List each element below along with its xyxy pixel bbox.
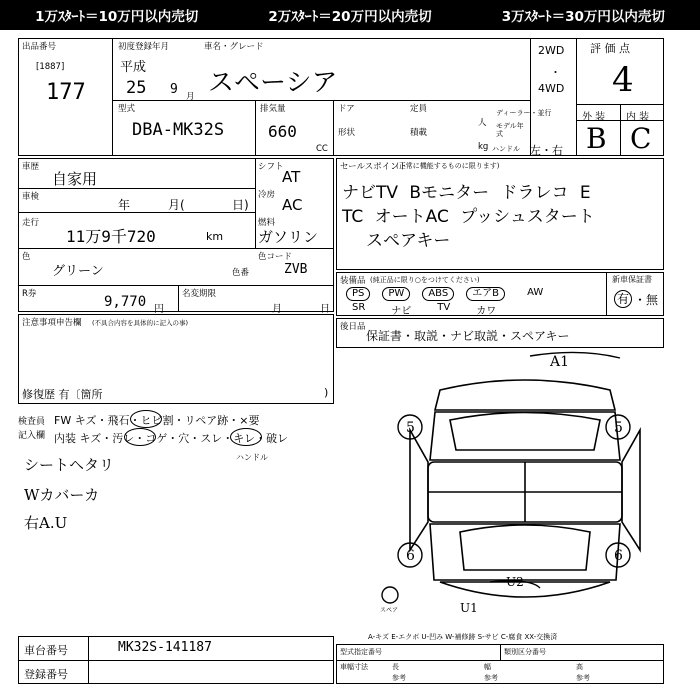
car-name-label: 車名・グレード [204, 42, 264, 52]
chassis-label: 車台番号 [24, 644, 68, 657]
notes-sub: (不具合内容を具体的に記入の事) [92, 319, 189, 327]
equip-navi: ナビ [391, 306, 412, 317]
dims-ref-2: 参考 [484, 674, 498, 682]
color-value: グリーン [52, 264, 104, 279]
kg-unit: kg [478, 142, 489, 152]
warranty-label: 新車保証書 [612, 275, 652, 284]
scuff-circle [230, 428, 262, 446]
equipment-row-2 [352, 302, 610, 317]
dims-wid: 幅 [484, 663, 491, 671]
handwritten-line-3: 右A.U [24, 514, 68, 532]
handle-label: ハンドル [492, 145, 520, 153]
inspection-year: 年 [118, 198, 131, 212]
chassis-value: MK32S-141187 [118, 640, 212, 655]
equip-leather: カワ [476, 306, 497, 317]
model-label: 型式 [118, 104, 136, 114]
rear-value: 保証書・取説・ナビ取説・スペアキー [366, 329, 570, 343]
equipment-row-1 [346, 287, 604, 301]
diagram-tire-6b: 6 [614, 548, 623, 564]
displacement-label: 排気量 [260, 104, 286, 114]
selling-label: セールスポイント [340, 162, 408, 172]
equip-abs: ABS [422, 287, 454, 301]
diagram-a1: A1 [550, 354, 570, 370]
warranty-yes: 有 [614, 290, 632, 308]
header-section [18, 38, 664, 156]
dims-ref-3: 参考 [576, 674, 590, 682]
grade-int-label: 内 装 [626, 112, 650, 123]
selling-line-3: スペアキー [366, 231, 451, 251]
door-label: ドア [338, 104, 355, 114]
reg-year: 25 [126, 78, 147, 98]
handle-lr: 左・右 [530, 144, 563, 157]
recycle-unit: 円 [154, 304, 164, 315]
grade-ext: B [586, 122, 607, 155]
equip-tv: TV [437, 302, 451, 313]
price-banner [0, 0, 700, 30]
inspector-row-1: FW キズ・飛石・ヒビ割・リペア跡・×要 [54, 414, 260, 427]
equip-airbag: エアB [466, 287, 505, 301]
inspection-month: 月( [168, 198, 185, 212]
color-label: 色 [22, 252, 31, 262]
reg-label: 初度登録年月 [118, 42, 170, 52]
mileage-label: 走行 [22, 218, 40, 228]
diagram-spare: スペア [380, 607, 399, 614]
inspection-day: 日) [232, 198, 249, 212]
equip-sr: SR [352, 302, 366, 313]
diagram-u1: U1 [460, 601, 478, 615]
diagram-u2: U2 [506, 575, 524, 589]
name-change-month: 月 [272, 304, 282, 315]
banner-item-1: 1万ｽﾀｰﾄ＝10万円以内売切 [35, 9, 199, 25]
drive-4wd: 4WD [538, 82, 565, 95]
dims-label: 車幅寸法 [340, 663, 368, 671]
color-code-label: 色コード [258, 252, 293, 262]
equipment-sub: (純正品に限り○をつけてください) [370, 276, 480, 284]
recycle-value: 9,770 [104, 294, 147, 310]
inspector-label-1: 検査員 [18, 417, 46, 427]
model-year-label: モデル年式 [496, 122, 524, 138]
person-unit: 人 [478, 118, 487, 128]
inspector-row-2: 内装 キズ・汚レ・コゲ・穴・スレ・キレ・破レ [54, 432, 289, 445]
repair-close: ) [324, 386, 329, 399]
dealer-label: ディーラー・並行 [496, 109, 552, 117]
drive-2wd: 2WD [538, 44, 565, 57]
flying-stone-circle [130, 410, 162, 428]
equip-ps: PS [346, 287, 370, 301]
banner-item-3: 3万ｽﾀｰﾄ＝30万円以内売切 [501, 9, 665, 25]
aircon-label: 冷房 [258, 190, 276, 200]
class-label: 類別区分番号 [504, 648, 546, 656]
diagram-tire-6a: 6 [406, 548, 415, 564]
inspection-label: 車検 [22, 192, 40, 202]
warranty-no: ・無 [634, 293, 659, 307]
mileage-value: 11万9千720 [66, 227, 156, 246]
name-change-label: 名変期限 [182, 289, 217, 299]
grade-value: 4 [612, 60, 634, 100]
color-code-value: ZVB [284, 262, 308, 277]
shape-label: 形状 [338, 128, 356, 138]
car-name: スペーシア [208, 68, 338, 98]
grade-label: 評 価 点 [590, 42, 630, 55]
displacement-value: 660 [268, 122, 297, 141]
dims-ref-1: 参考 [392, 674, 406, 682]
history-label: 車歴 [22, 162, 40, 172]
color-code-num-label: 色番 [232, 268, 250, 278]
dims-len: 長 [392, 663, 399, 671]
shift-label: シフト [258, 162, 284, 172]
equip-pw: PW [382, 287, 410, 301]
capacity-label: 定員 [410, 104, 428, 114]
registration-label: 登録番号 [24, 668, 68, 681]
selling-line-2: TC オートAC プッシュスタート [342, 207, 595, 227]
drive-dot: ・ [550, 66, 561, 79]
dirt-circle [124, 428, 156, 446]
car-damage-diagram [380, 350, 670, 626]
rear-label: 後日品 [340, 322, 366, 332]
inspector-label-2: 記入欄 [18, 431, 46, 441]
displacement-unit: CC [316, 144, 328, 154]
shift-value: AT [282, 168, 301, 186]
reg-month: 9 [170, 82, 178, 97]
recycle-label: R券 [22, 289, 37, 299]
fuel-label: 燃料 [258, 218, 276, 228]
grade-ext-label: 外 装 [582, 112, 606, 123]
aircon-value: AC [282, 196, 303, 214]
handle-note: ハンドル [236, 453, 268, 462]
banner-item-2: 2万ｽﾀｰﾄ＝20万円以内売切 [268, 9, 432, 25]
damage-legend: A-キズ E-エクボ U-凹み W-補修跡 S-サビ C-腐食 XX-交換済 [368, 633, 558, 641]
equip-aw: AW [527, 287, 544, 298]
selling-sub: (正常に機能するものに限ります) [396, 162, 500, 170]
lot-code: [1887] [36, 62, 65, 72]
repair-history: 修復歴 有〔箇所 [22, 388, 103, 401]
dims-hei: 高 [576, 663, 583, 671]
handwritten-line-1: シートヘタリ [24, 456, 115, 474]
grade-int: C [630, 122, 652, 155]
equipment-label: 装備品 [340, 276, 366, 286]
model-value: DBA-MK32S [132, 120, 225, 140]
notes-label: 注意事項申告欄 [22, 318, 82, 328]
diagram-tire-5a: 5 [406, 420, 415, 436]
lot-number: 177 [46, 80, 86, 105]
name-change-day: 日 [320, 304, 330, 315]
reg-era: 平成 [120, 60, 147, 75]
fuel-value: ガソリン [258, 228, 319, 246]
mileage-unit: km [206, 230, 224, 243]
type-label: 型式指定番号 [340, 648, 382, 656]
load-label: 積載 [410, 128, 428, 138]
reg-month-unit: 月 [186, 92, 195, 102]
diagram-tire-5b: 5 [614, 420, 623, 436]
lot-label: 出品番号 [22, 42, 57, 52]
history-value: 自家用 [52, 170, 98, 188]
handwritten-line-2: Wカバーカ [24, 486, 100, 504]
selling-line-1: ナビTV Bモニター ドラレコ E [342, 183, 591, 203]
